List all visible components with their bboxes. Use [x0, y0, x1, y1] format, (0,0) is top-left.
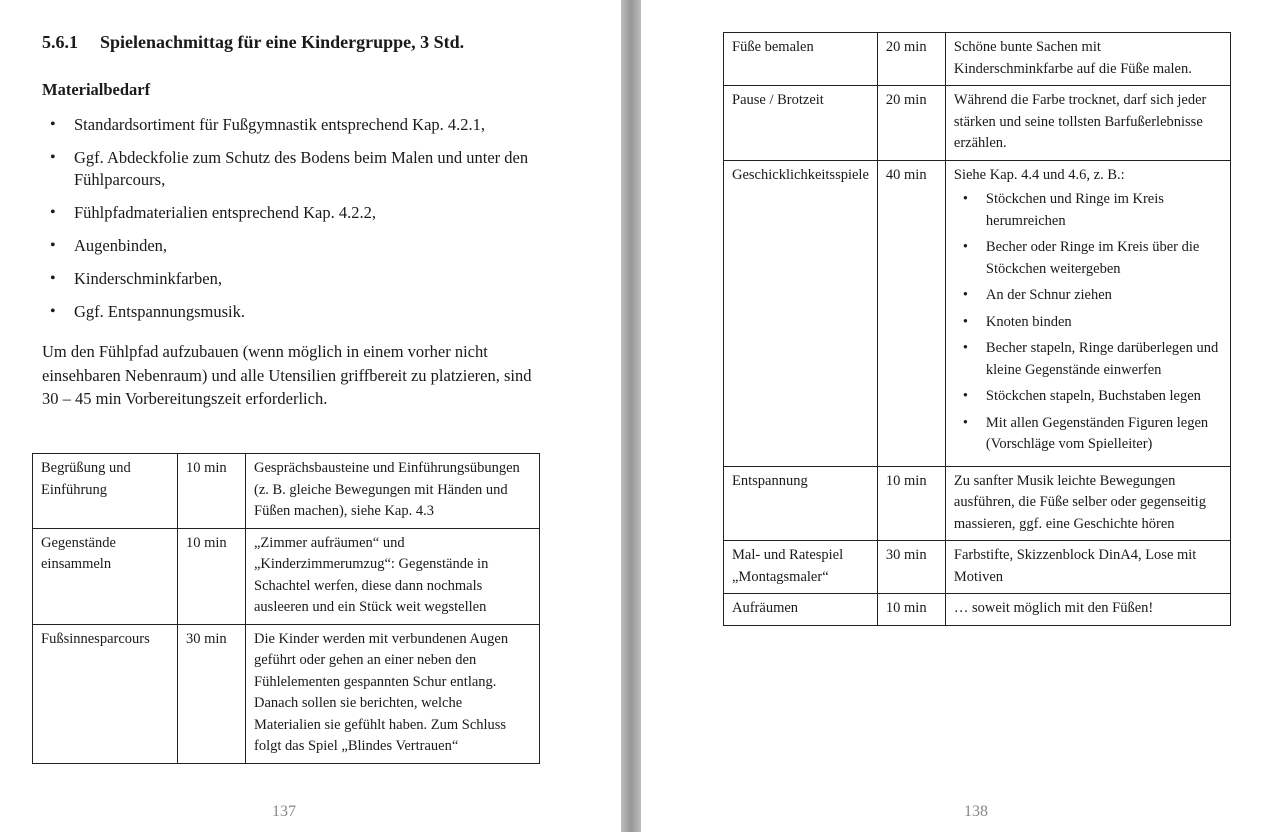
page-number: 138: [964, 803, 988, 820]
material-item: • Standardsortiment für Fußgymnastik entsprechend Kap. 4.2.1,: [42, 114, 542, 136]
duration-cell: 10 min: [877, 594, 945, 626]
material-item: • Fühlpfadmaterialien entsprechend Kap. 4.2.2,: [42, 202, 542, 224]
game-list: [954, 189, 1222, 456]
material-list: [42, 114, 542, 334]
duration-cell: 10 min: [877, 466, 945, 541]
section-number: 5.6.1: [42, 32, 78, 52]
game-item: • Becher oder Ringe im Kreis über die Stöckchen weitergeben: [954, 237, 1222, 280]
material-item: • Augenbinden,: [42, 235, 542, 257]
table-row: [33, 624, 540, 763]
duration-cell: 30 min: [178, 624, 246, 763]
table-row: [724, 86, 1231, 161]
activity-cell: Geschicklichkeitsspiele: [724, 160, 878, 466]
activity-cell: Mal- und Ratespiel „Montagsmaler“: [724, 541, 878, 594]
game-item: • Knoten binden: [954, 312, 1222, 334]
activity-cell: Gegenstände einsammeln: [33, 528, 178, 624]
description-cell: „Zimmer aufräumen“ und „Kinderzimmerumzug“: Gegenstände in Schachtel werfen, diese dann nochmals ausleeren und ein Stück weit wegstellen: [246, 528, 540, 624]
description-cell: Schöne bunte Sachen mit Kinderschminkfarbe auf die Füße malen.: [945, 33, 1230, 86]
activity-cell: Pause / Brotzeit: [724, 86, 878, 161]
duration-cell: 20 min: [877, 33, 945, 86]
duration-cell: 20 min: [877, 86, 945, 161]
duration-cell: 40 min: [877, 160, 945, 466]
book-gutter: [621, 0, 641, 832]
schedule-table-part-1: [32, 453, 540, 764]
table-row: [33, 528, 540, 624]
game-item: • Stöckchen stapeln, Buchstaben legen: [954, 386, 1222, 408]
game-item: • Stöckchen und Ringe im Kreis herumreichen: [954, 189, 1222, 232]
page-number: 137: [272, 803, 296, 820]
description-cell: … soweit möglich mit den Füßen!: [945, 594, 1230, 626]
table-row: [724, 160, 1231, 466]
activity-cell: Begrüßung und Einführung: [33, 454, 178, 529]
material-item: • Ggf. Entspannungsmusik.: [42, 301, 542, 323]
right-page: [641, 0, 1274, 832]
preparation-paragraph: Um den Fühlpfad aufzubauen (wenn möglich in einem vorher nicht einsehbaren Nebenraum) und alle Utensilien griffbereit zu platzieren, sind 30 – 45 min Vorbereitungszeit erforderlich.: [42, 342, 532, 408]
activity-cell: Fußsinnesparcours: [33, 624, 178, 763]
section-heading: [42, 32, 464, 53]
table-row: [724, 594, 1231, 626]
description-cell: Zu sanfter Musik leichte Bewegungen ausführen, die Füße selber oder gegenseitig massieren, ggf. eine Geschichte hören: [945, 466, 1230, 541]
activity-cell: Füße bemalen: [724, 33, 878, 86]
description-cell: Gesprächsbausteine und Einführungsübungen (z. B. gleiche Bewegungen mit Händen und Füßen machen), siehe Kap. 4.3: [246, 454, 540, 529]
game-item: • Becher stapeln, Ringe darüberlegen und kleine Gegenstände einwerfen: [954, 338, 1222, 381]
description-intro: Siehe Kap. 4.4 und 4.6, z. B.:: [953, 166, 1125, 183]
description-cell: Farbstifte, Skizzenblock DinA4, Lose mit Motiven: [945, 541, 1230, 594]
table-row: [724, 541, 1231, 594]
section-title: Spielenachmittag für eine Kindergruppe, 3 Std.: [100, 32, 465, 52]
duration-cell: 30 min: [877, 541, 945, 594]
left-page: [0, 0, 621, 832]
duration-cell: 10 min: [178, 528, 246, 624]
material-item: • Ggf. Abdeckfolie zum Schutz des Bodens beim Malen und unter den Fühlparcours,: [42, 147, 542, 191]
description-cell: [945, 160, 1230, 466]
table-row: [724, 33, 1231, 86]
material-heading: Materialbedarf: [42, 80, 151, 99]
table-row: [724, 466, 1231, 541]
description-cell: Während die Farbe trocknet, darf sich jeder stärken und seine tollsten Barfußerlebnisse erzählen.: [945, 86, 1230, 161]
material-item: • Kinderschminkfarben,: [42, 268, 542, 290]
game-item: • An der Schnur ziehen: [954, 285, 1222, 307]
activity-cell: Entspannung: [724, 466, 878, 541]
description-cell: Die Kinder werden mit verbundenen Augen geführt oder gehen an einer neben den Fühlelementen gespannten Schur entlang. Danach sollen sie berichten, welche Materialien sie gefühlt haben. Zum Schluss folgt das Spiel „Blindes Vertrauen“: [246, 624, 540, 763]
game-item: • Mit allen Gegenständen Figuren legen (Vorschläge vom Spielleiter): [954, 413, 1222, 456]
activity-cell: Aufräumen: [724, 594, 878, 626]
duration-cell: 10 min: [178, 454, 246, 529]
table-row: [33, 454, 540, 529]
schedule-table-part-2: [723, 32, 1231, 626]
